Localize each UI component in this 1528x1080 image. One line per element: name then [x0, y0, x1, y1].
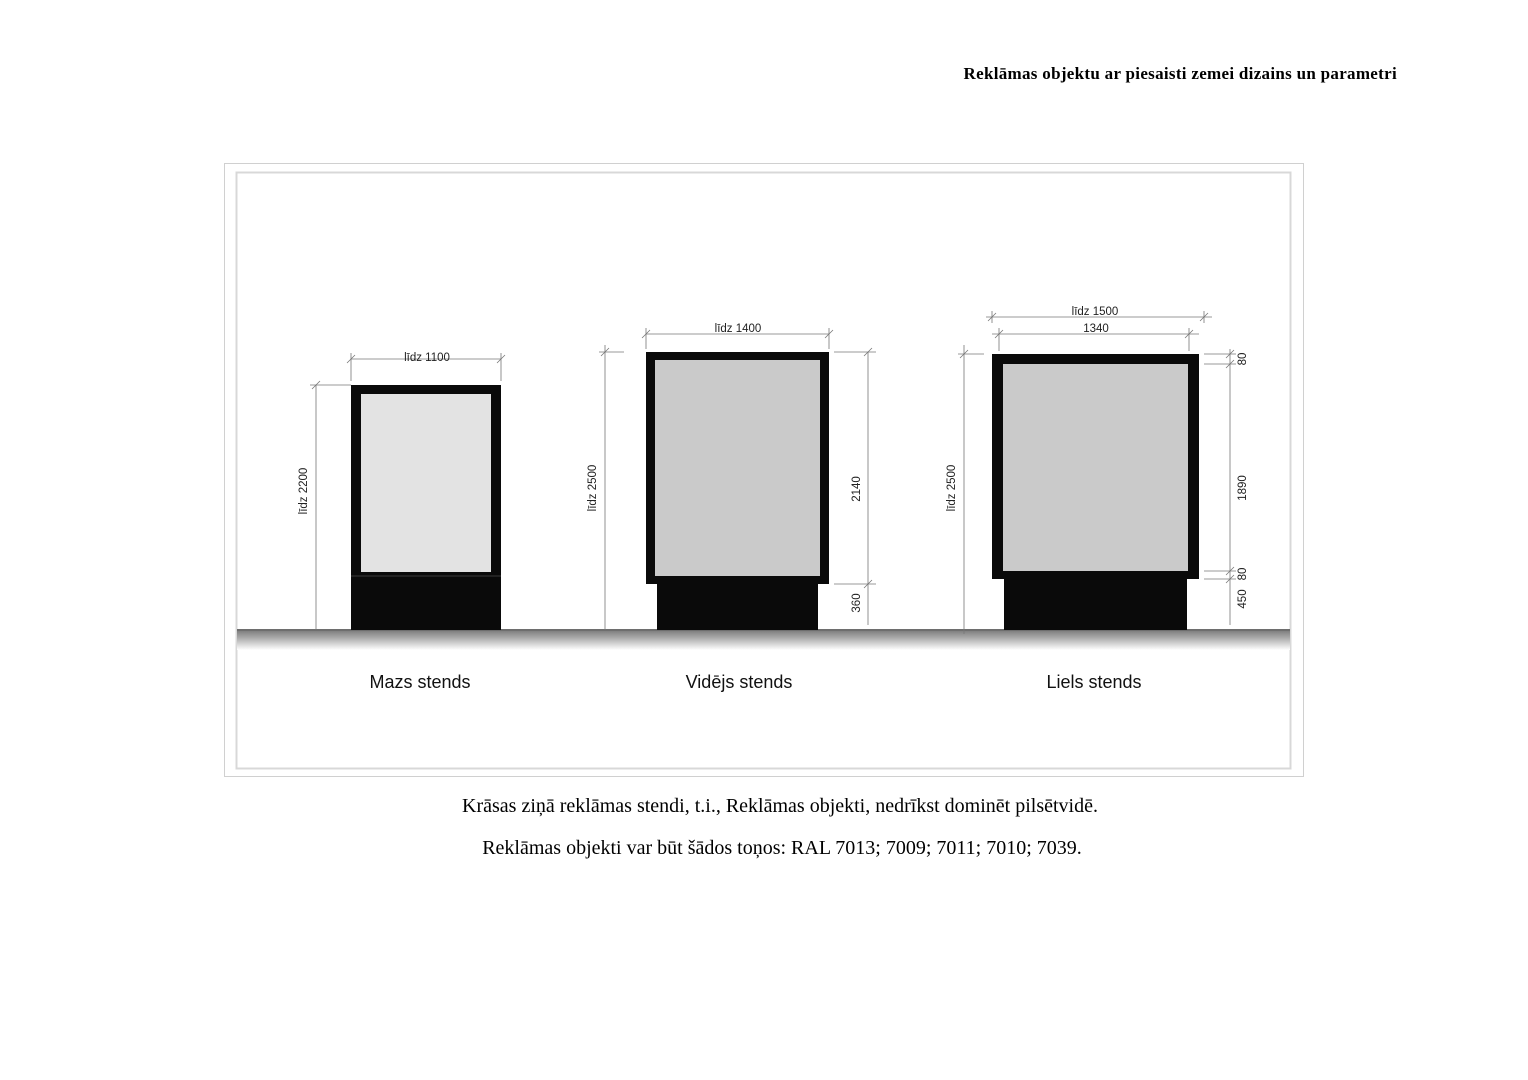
large-outer-width-label: līdz 1500 [1071, 306, 1119, 318]
medium-width-label: līdz 1400 [714, 323, 762, 335]
large-stand-base [1004, 578, 1187, 630]
small-stand-label: Mazs stends [369, 672, 471, 692]
large-stand-label: Liels stends [1046, 672, 1142, 692]
document-title: Reklāmas objektu ar piesaisti zemei dizains un parametri [963, 64, 1397, 83]
ground-strip [237, 630, 1290, 650]
stands-drawing [224, 163, 1304, 777]
medium-stand-panel [655, 360, 820, 576]
medium-stand-label: Vidējs stends [685, 672, 793, 692]
large-base-height-label: 450 [1237, 589, 1249, 609]
large-stand [992, 354, 1199, 630]
medium-panel-height-label: 2140 [851, 476, 863, 502]
medium-stand-base [657, 583, 818, 630]
medium-stand [646, 352, 829, 630]
small-height-label: līdz 2200 [298, 467, 310, 515]
large-panel-height-label: 1890 [1237, 475, 1249, 501]
large-bottom-frame-label: 80 [1237, 567, 1249, 581]
ral-colors-text: Reklāmas objekti var būt šādos toņos: RAL 7013; 7009; 7011; 7010; 7039. [482, 837, 1082, 859]
medium-height-label: līdz 2500 [587, 464, 599, 512]
large-width-label: 1340 [1083, 323, 1109, 335]
large-stand-panel [1003, 364, 1188, 571]
large-top-frame-label: 80 [1237, 352, 1249, 366]
large-height-label: līdz 2500 [946, 464, 958, 512]
medium-base-height-label: 360 [851, 593, 863, 613]
stands-drawing-svg [224, 163, 1304, 777]
small-stand-panel [361, 394, 491, 572]
small-stand [351, 385, 501, 630]
color-rule-text: Krāsas ziņā reklāmas stendi, t.i., Reklāmas objekti, nedrīkst dominēt pilsētvidē. [462, 795, 1098, 817]
small-width-label: līdz 1100 [404, 352, 450, 364]
